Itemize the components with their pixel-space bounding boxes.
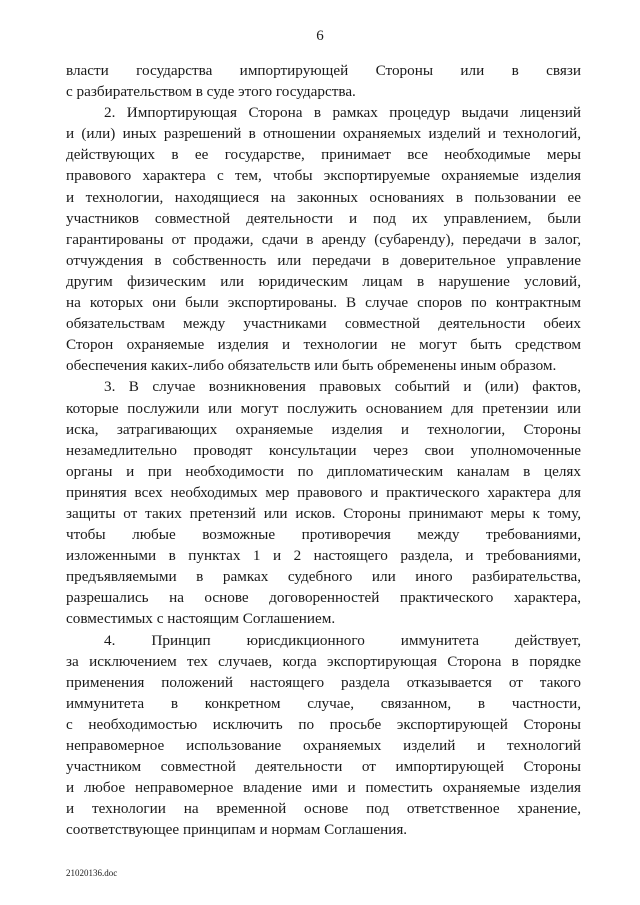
text-line: органы и при необходимости по дипломатическим каналам в целях xyxy=(66,462,581,480)
text-line: совместимых с настоящим Соглашением. xyxy=(66,610,336,628)
text-line: иммунитета в конкретном случае, связанном, в частности, xyxy=(66,694,581,712)
text-line: и (или) иных разрешений в отношении охраняемых изделий и технологий, xyxy=(66,125,581,143)
text-line: чтобы любые возможные противоречия между требованиями, xyxy=(66,526,581,544)
text-line: 3. В случае возникновения правовых событий и (или) фактов, xyxy=(104,378,581,396)
text-line: соответствующее принципам и нормам Соглашения. xyxy=(66,821,408,839)
text-line: и технологии на временной основе под ответственное хранение, xyxy=(66,800,581,818)
text-line: иска, затрагивающих охраняемые изделия и технологии, Стороны xyxy=(66,420,581,438)
text-line: действующих в ее государстве, принимает все необходимые меры xyxy=(66,146,581,164)
text-line: и любое неправомерное владение ими и поместить охраняемые изделия xyxy=(66,779,581,797)
text-line: обязательствам между участниками совместной деятельности обеих xyxy=(66,315,581,333)
text-line: 2. Импортирующая Сторона в рамках процедур выдачи лицензий xyxy=(104,104,581,122)
text-line: обеспечения каких-либо обязательств или быть обременены иным образом. xyxy=(66,357,557,375)
text-line: принятия всех необходимых мер правового и практического характера для xyxy=(66,483,581,501)
text-line: предъявляемыми в рамках судебного или иного разбирательства, xyxy=(66,568,581,586)
document-body xyxy=(66,60,581,840)
page-number: 6 xyxy=(316,28,324,44)
text-line: применения положений настоящего раздела отказывается от такого xyxy=(66,673,581,691)
text-line: которые послужили или могут послужить основанием для претензии или xyxy=(66,399,581,417)
text-line: незамедлительно проводят консультации через свои уполномоченные xyxy=(66,441,581,459)
text-line: власти государства импортирующей Стороны или в связи xyxy=(66,62,581,79)
footer-filename: 21020136.doc xyxy=(66,868,118,878)
text-line: Сторон охраняемые изделия и технологии не могут быть средством xyxy=(66,336,581,354)
text-line: участником совместной деятельности от импортирующей Стороны xyxy=(66,758,581,776)
text-line: гарантированы от продажи, сдачи в аренду (субаренду), передачи в залог, xyxy=(66,230,581,248)
text-line: участников совместной деятельности и под их управлением, были xyxy=(66,209,581,227)
text-line: отчуждения в собственность или передачи в доверительное управление xyxy=(66,251,581,269)
text-line: защиты от таких претензий или исков. Стороны принимают меры к тому, xyxy=(66,504,581,522)
text-line: изложенными в пунктах 1 и 2 настоящего раздела, и требованиями, xyxy=(66,547,581,565)
text-line: на которых они были экспортированы. В случае споров по контрактным xyxy=(66,294,581,312)
text-line: неправомерное использование охраняемых изделий и технологий xyxy=(66,737,581,754)
text-line: с необходимостью исключить по просьбе экспортирующей Стороны xyxy=(66,715,581,733)
text-line: с разбирательством в суде этого государства. xyxy=(66,83,356,101)
text-line: разрешались на основе договоренностей практического характера, xyxy=(66,589,581,607)
text-line: правового характера с тем, чтобы экспортируемые охраняемые изделия xyxy=(66,167,581,185)
text-line: за исключением тех случаев, когда экспортирующая Сторона в порядке xyxy=(66,652,581,670)
text-line: и технологии, находящиеся на законных основаниях в пользовании ее xyxy=(66,188,581,206)
text-line: другим физическим или юридическим лицам в нарушение условий, xyxy=(66,272,581,290)
text-line: 4. Принцип юрисдикционного иммунитета действует, xyxy=(104,631,581,649)
